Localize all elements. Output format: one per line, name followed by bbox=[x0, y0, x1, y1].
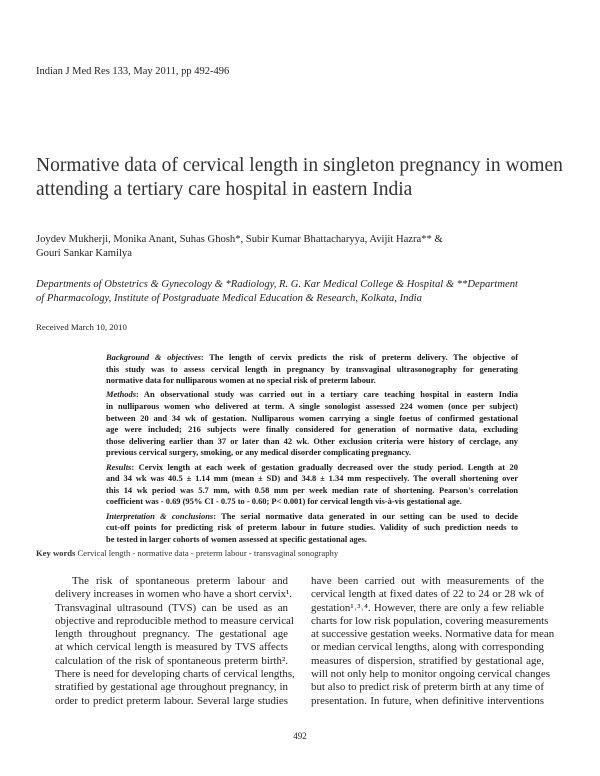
abstract-line bbox=[106, 364, 518, 376]
authors-line: Gouri Sankar Kamilya bbox=[36, 248, 132, 259]
abstract-text: : The serial normative data generated in our setting can be used to decide bbox=[213, 510, 518, 521]
abstract-line bbox=[106, 401, 518, 413]
body-text-line: stratified by gestational age throughout pregnancy, in bbox=[55, 681, 288, 694]
abstract-line bbox=[106, 424, 518, 436]
abstract-paragraph bbox=[106, 511, 518, 546]
abstract-text: be tested in larger cohorts of women assessed at specific gestational ages. bbox=[106, 533, 367, 544]
keywords-label: Key words bbox=[36, 548, 76, 558]
title-line: attending a tertiary care hospital in eastern India bbox=[36, 179, 413, 200]
abstract-text: previous cervical surgery, smoking, or any medical disorder complicating pregnancy. bbox=[106, 447, 411, 458]
abstract-text: : The length of cervix predicts the risk of preterm delivery. The objective of bbox=[200, 352, 519, 362]
abstract-paragraph bbox=[106, 352, 518, 387]
body-text-line: gestation¹˒³˒⁴. However, there are only a few reliable bbox=[311, 601, 544, 614]
authors-line: Joydev Mukherji, Monika Anant, Suhas Ghosh*, Subir Kumar Bhattacharyya, Avijit Hazra** & bbox=[36, 234, 443, 245]
body-text-line: presentation. In future, when definitive interventions bbox=[311, 694, 544, 707]
abstract-line bbox=[106, 496, 518, 508]
body-text-line: The risk of spontaneous preterm labour and bbox=[72, 575, 288, 587]
abstract-paragraph bbox=[106, 389, 518, 459]
journal-citation: Indian J Med Res 133, May 2011, pp 492-496 bbox=[36, 66, 230, 77]
abstract-line bbox=[106, 511, 518, 523]
body-text-line: There is need for developing charts of cervical lengths, bbox=[55, 668, 295, 681]
body-text-line: order to predict preterm labour. Several large studies bbox=[55, 694, 288, 707]
article-title bbox=[36, 154, 563, 202]
body-column-left bbox=[55, 575, 295, 708]
abstract-paragraph bbox=[106, 462, 518, 508]
keywords bbox=[36, 548, 338, 558]
abstract-text: this study was to assess cervical length in pregnancy by transvaginal ultrasonography for generating bbox=[106, 363, 518, 374]
abstract-text: in nulliparous women who delivered at term. A single sonologist assessed 224 women (once per subject) bbox=[106, 400, 518, 411]
body-column-right bbox=[311, 575, 555, 708]
body-text-line: at which cervical length is measured by TVS affects bbox=[55, 641, 288, 654]
abstract-text: coefficient was - 0.69 (95% CI - 0.75 to - 0.60; P< 0.001) for cervical length vis-à-vis gestational age. bbox=[106, 496, 462, 507]
keywords-text: Cervical length - normative data - preterm labour - transvaginal sonography bbox=[75, 548, 339, 558]
abstract-text: normative data for nulliparous women at no special risk of preterm labour. bbox=[106, 375, 376, 386]
body-text-line: Transvaginal ultrasound (TVS) can be used as an bbox=[55, 601, 288, 614]
abstract-section-label: Interpretation & conclusions bbox=[106, 510, 214, 521]
abstract-line bbox=[106, 413, 518, 425]
abstract-section-label: Methods bbox=[106, 389, 137, 400]
body-text-line: will not only help to monitor ongoing cervical changes bbox=[311, 668, 550, 681]
abstract-line bbox=[106, 485, 518, 497]
affiliation-line: Departments of Obstetrics & Gynecology & *Radiology, R. G. Kar Medical College & Hospital & **Department bbox=[36, 279, 518, 290]
body-text-line: delivery increases in women who have a short cervix¹. bbox=[55, 588, 293, 601]
abstract-line bbox=[106, 375, 518, 387]
abstract-text: and 34 wk was 40.5 ± 1.14 mm (mean ± SD) and 34.8 ± 1.34 mm respectively. The overall shortening over bbox=[106, 473, 518, 484]
abstract-line bbox=[106, 447, 518, 459]
abstract-text: this 14 wk period was 5.7 mm, with 0.58 mm per week median rate of shortening. Pearson's correlation bbox=[106, 484, 518, 495]
body-text-line: cervical length at fixed dates of 22 to 24 or 28 wk of bbox=[311, 588, 544, 601]
abstract-line bbox=[106, 389, 518, 401]
affiliation-line: of Pharmacology, Institute of Postgraduate Medical Education & Research, Kolkata, India bbox=[36, 293, 422, 304]
authors bbox=[36, 233, 443, 261]
abstract bbox=[106, 352, 518, 548]
body-text-line: have been carried out with measurements of the bbox=[311, 575, 544, 587]
body-text-line: or median cervical lengths, along with corresponding bbox=[311, 641, 544, 654]
abstract-section-label: Results bbox=[106, 461, 132, 472]
body-text-line: but also to predict risk of preterm birth at any time of bbox=[311, 681, 544, 694]
abstract-line bbox=[106, 462, 518, 474]
abstract-section-label: Background & objectives bbox=[106, 352, 201, 362]
abstract-line bbox=[106, 473, 518, 485]
body-text-line: at successive gestation weeks. Normative data for mean bbox=[311, 628, 555, 641]
body-text-line: charts for low risk population, covering measurements bbox=[311, 614, 549, 627]
abstract-line bbox=[106, 522, 518, 534]
abstract-text: cut-off points for predicting risk of preterm labour in future studies. Validity of such prediction needs to bbox=[106, 522, 518, 533]
body-text-line: calculation of the risk of spontaneous preterm birth². bbox=[55, 654, 288, 667]
body-text-line: objective and reproducible method to measure cervical bbox=[55, 614, 294, 627]
abstract-line bbox=[106, 436, 518, 448]
received-date: Received March 10, 2010 bbox=[36, 322, 127, 332]
abstract-text: those delivering earlier than 37 or later than 42 wk. Other exclusion criteria were history of cerclage, any bbox=[106, 435, 518, 446]
abstract-text: between 20 and 34 wk of gestation. Nulliparous women carrying a single foetus of confirmed gestational bbox=[106, 412, 518, 423]
body-text-line: measures of dispersion, stratified by gestational age, bbox=[311, 654, 544, 667]
abstract-line bbox=[106, 534, 518, 546]
title-line: Normative data of cervical length in singleton pregnancy in women bbox=[36, 155, 563, 176]
affiliations bbox=[36, 278, 518, 306]
abstract-text: : Cervix length at each week of gestation gradually decreased over the study period. Length at 20 bbox=[131, 461, 518, 472]
page-number: 492 bbox=[293, 731, 307, 741]
body-text-line: length throughout pregnancy. The gestational age bbox=[55, 628, 288, 641]
abstract-line bbox=[106, 352, 518, 364]
abstract-text: : An observational study was carried out in a tertiary care teaching hospital in eastern India bbox=[136, 389, 518, 400]
abstract-text: age were included; 216 subjects were finally considered for generation of normative data, excluding bbox=[106, 424, 518, 435]
